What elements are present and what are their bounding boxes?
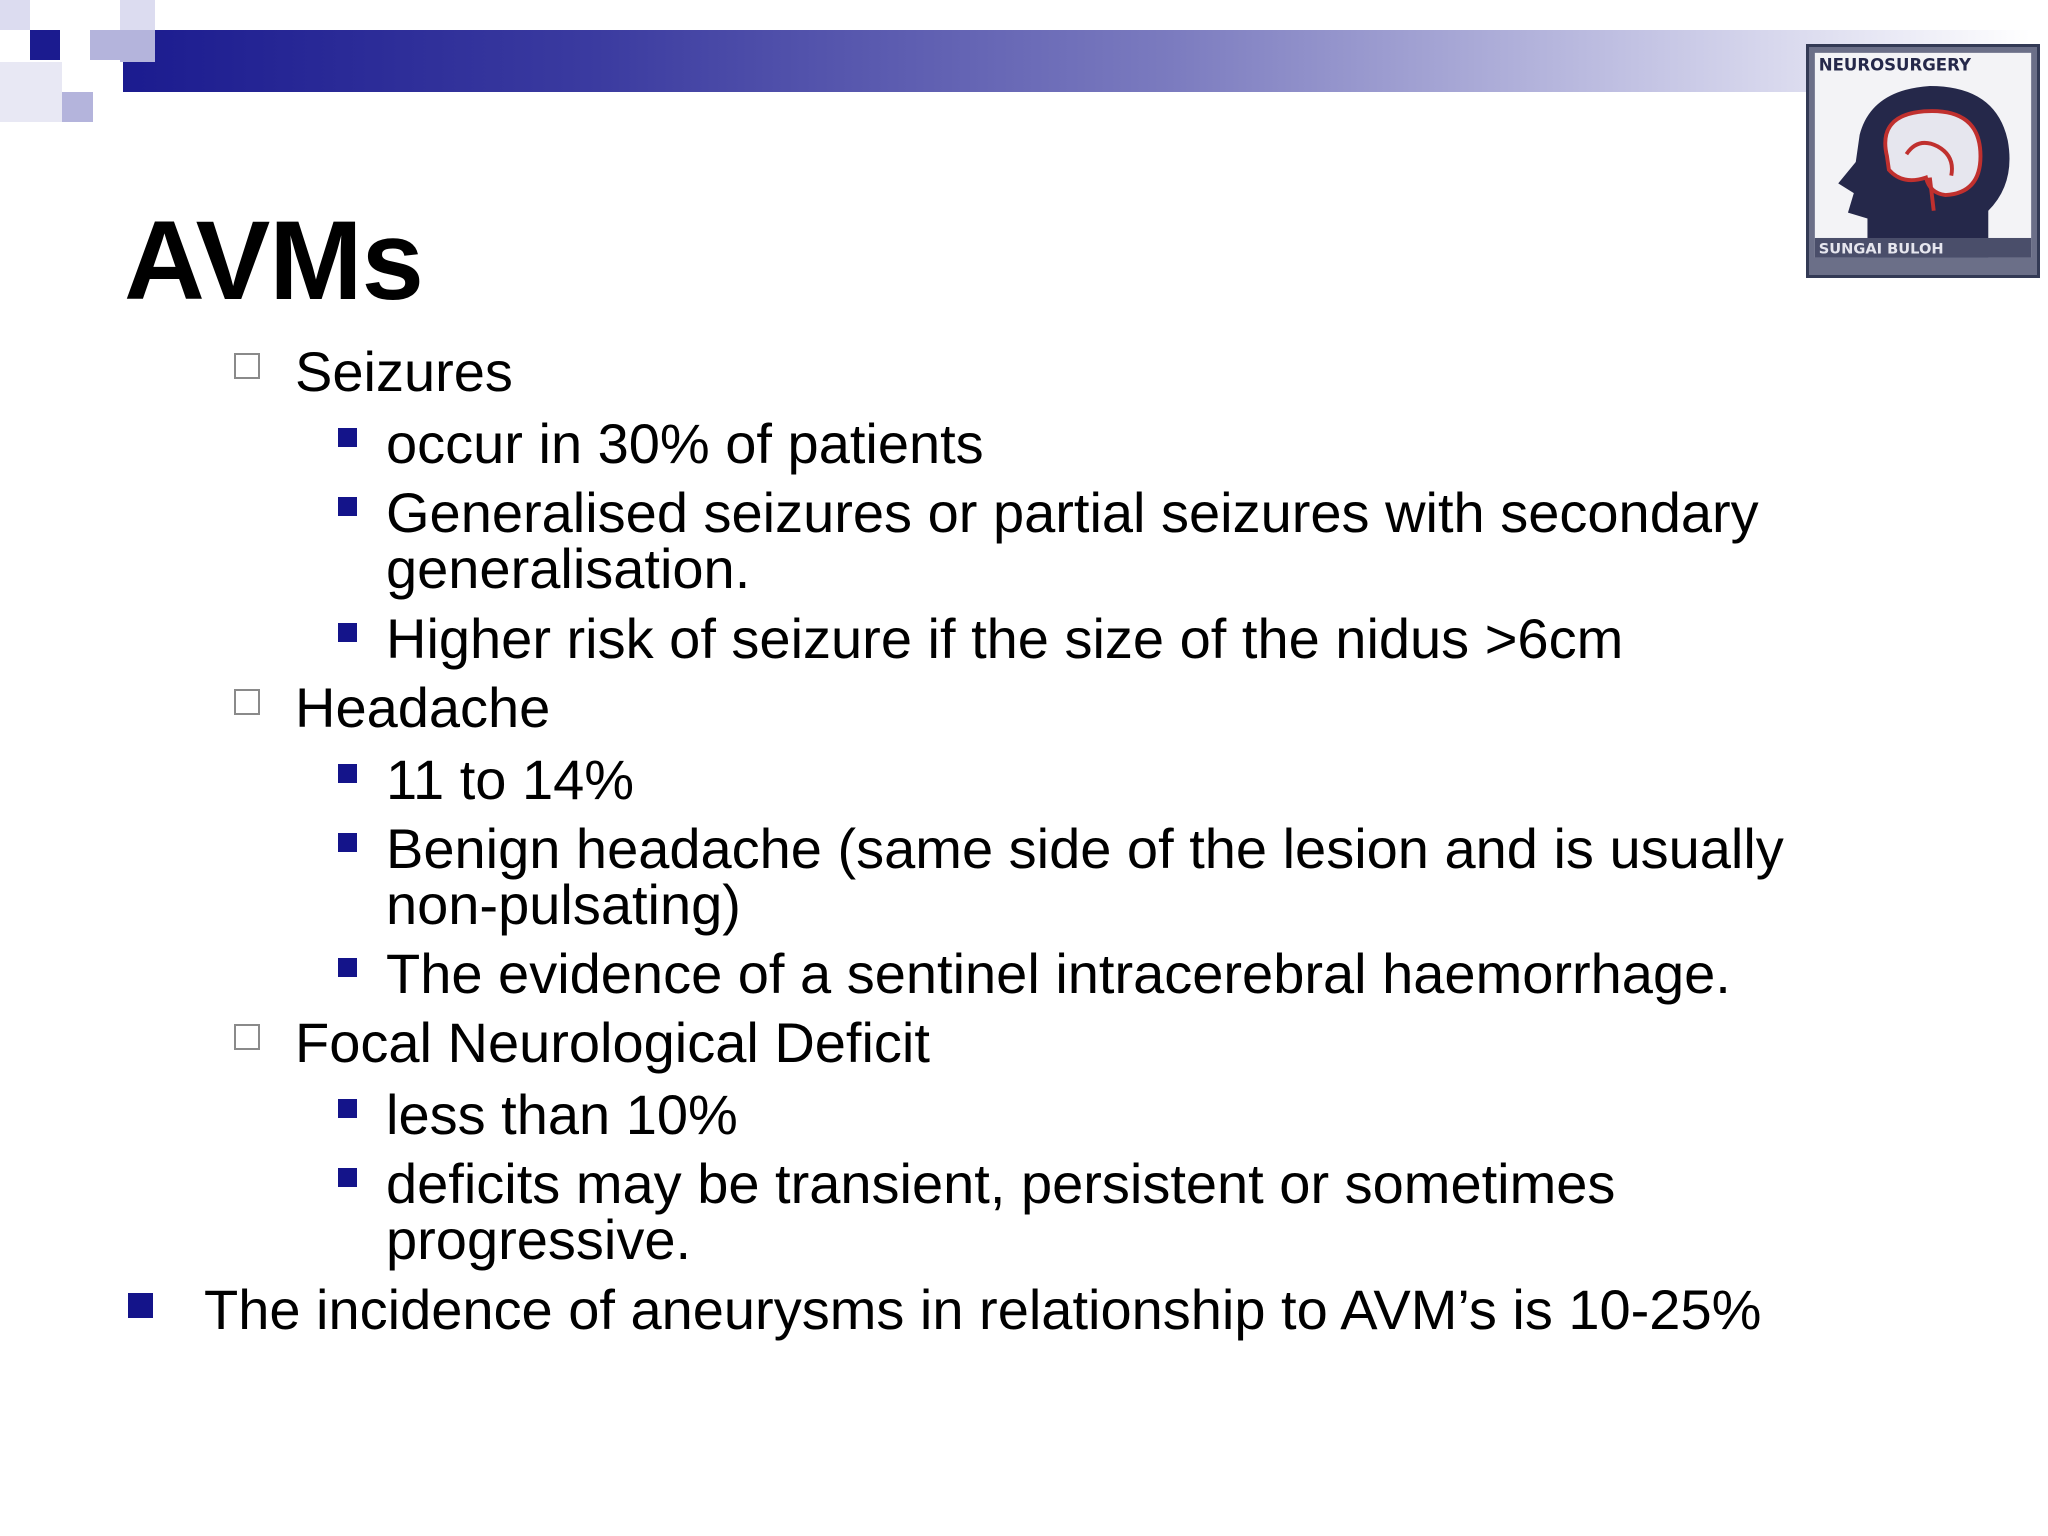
bullet-text: Benign headache (same side of the lesion and is usually [386, 817, 1784, 880]
bullet-text: less than 10% [386, 1083, 738, 1146]
decor-square [120, 30, 155, 62]
filled-square-bullet-icon [338, 428, 357, 447]
slide-title: AVMs [124, 198, 423, 323]
filled-square-bullet-icon [338, 833, 357, 852]
decor-square [93, 62, 123, 92]
decor-square [90, 30, 120, 60]
decor-square [62, 92, 93, 122]
logo-top-text: NEUROSURGERY [1818, 55, 1971, 75]
section-heading: Seizures [295, 340, 513, 403]
decor-square [30, 30, 60, 60]
bullet-text: Higher risk of seizure if the size of the nidus >6cm [386, 607, 1624, 670]
bullet-text: The evidence of a sentinel intracerebral haemorrhage. [386, 942, 1731, 1005]
bullet-text-continued: non-pulsating) [386, 873, 741, 936]
section-heading: Headache [295, 676, 551, 739]
filled-square-bullet-icon [338, 1168, 357, 1187]
bullet-text: 11 to 14% [386, 748, 635, 811]
filled-square-bullet-icon [338, 1099, 357, 1118]
filled-square-bullet-icon [338, 958, 357, 977]
decor-square [30, 0, 60, 30]
bullet-text: occur in 30% of patients [386, 412, 984, 475]
footer-point-text: The incidence of aneurysms in relationship to AVM’s is 10-25% [204, 1278, 1762, 1341]
decor-square [0, 62, 62, 122]
filled-square-bullet-icon [338, 623, 357, 642]
section-heading: Focal Neurological Deficit [295, 1011, 930, 1074]
bullet-text: deficits may be transient, persistent or sometimes [386, 1152, 1616, 1215]
hollow-square-bullet-icon [234, 1024, 260, 1050]
header-gradient-band [120, 30, 2030, 92]
head-with-brain-icon [1809, 47, 2037, 275]
hollow-square-bullet-icon [234, 689, 260, 715]
bullet-text-continued: progressive. [386, 1208, 692, 1271]
hollow-square-bullet-icon [234, 353, 260, 379]
bullet-text: Generalised seizures or partial seizures with secondary [386, 481, 1759, 544]
neurosurgery-logo [1806, 44, 2040, 278]
decor-square [120, 0, 155, 30]
decor-square [0, 0, 30, 30]
filled-square-bullet-icon [338, 764, 357, 783]
bullet-text-continued: generalisation. [386, 537, 751, 600]
filled-square-bullet-icon [338, 497, 357, 516]
logo-bottom-text: SUNGAI BULOH [1818, 240, 1944, 258]
filled-square-bullet-icon [128, 1293, 153, 1318]
